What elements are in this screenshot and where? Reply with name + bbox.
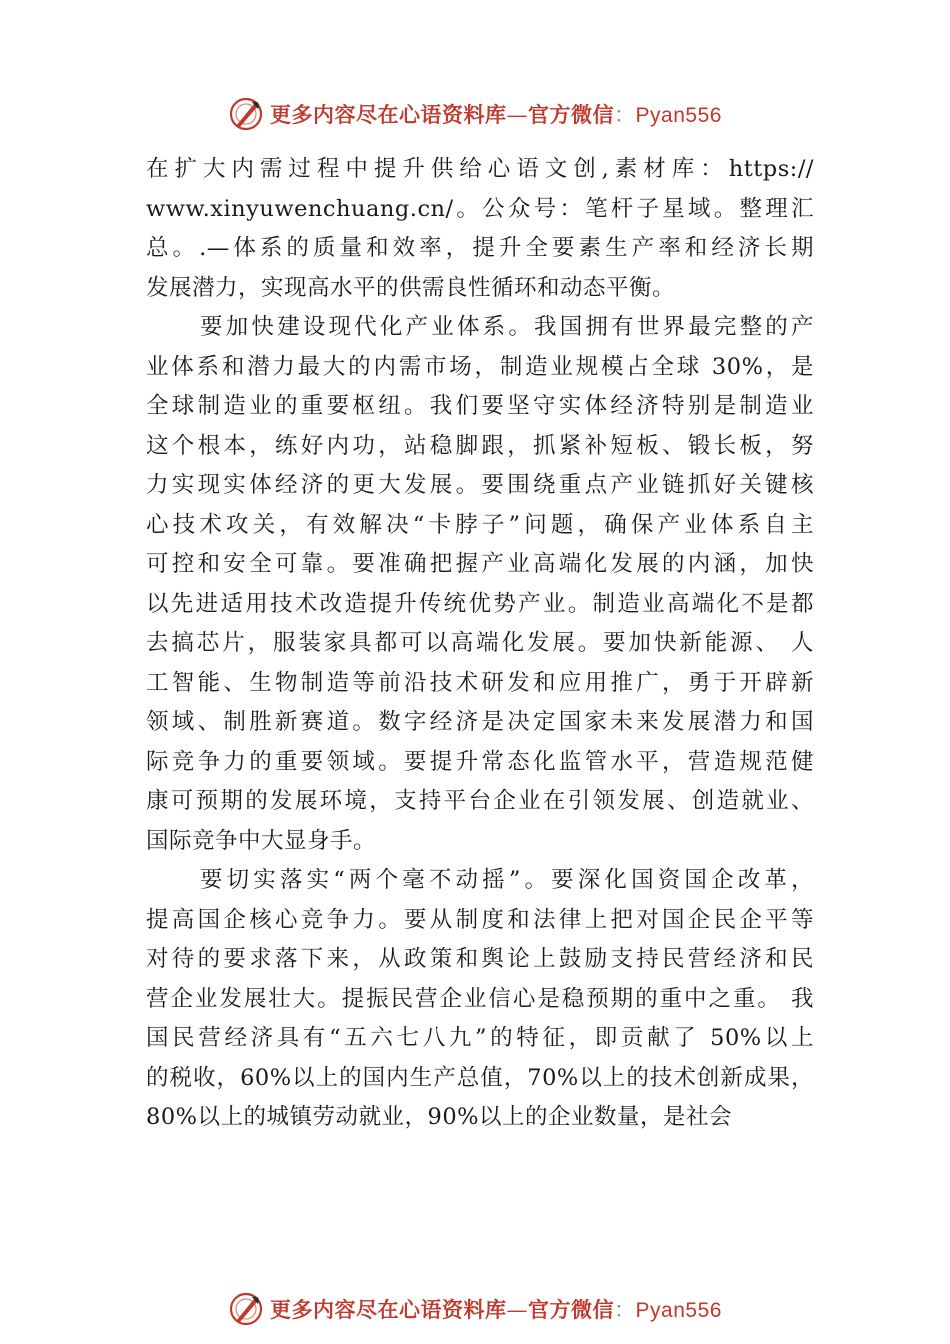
banner-dash: — bbox=[506, 103, 529, 127]
text-line: 际竞争力的重要领域。要提升常态化监管水平，营造规范健 bbox=[146, 748, 814, 775]
text-line: 全球制造业的重要枢纽。我们要坚守实体经济特别是制造业 bbox=[146, 393, 814, 419]
text-line: 可控和安全可靠。要准确把握产业高端化发展的内涵，加快 bbox=[146, 551, 814, 577]
banner-colon: ： bbox=[614, 1298, 636, 1322]
text-line: 的税收，60%以上的国内生产总值，70%以上的技术创新成果， bbox=[146, 1064, 814, 1091]
banner-colon: ： bbox=[614, 103, 636, 127]
text-line: 提高国企核心竞争力。要从制度和法律上把对国企民企平等 bbox=[146, 906, 814, 933]
text-line: 康可预期的发展环境，支持平台企业在引领发展、创造就业、 bbox=[146, 788, 814, 814]
text-line: 国际竞争中大显身手。 bbox=[146, 827, 377, 854]
text-line: 去搞芯片，服装家具都可以高端化发展。要加快新能源、 人 bbox=[146, 630, 814, 656]
text-line: 总。.—体系的质量和效率，提升全要素生产率和经济长期 bbox=[146, 235, 814, 261]
text-line: 对待的要求落下来，从政策和舆论上鼓励支持民营经济和民 bbox=[146, 946, 814, 972]
footer-banner bbox=[0, 1287, 950, 1331]
banner-label: 官方微信 bbox=[528, 102, 615, 127]
banner-dash: — bbox=[506, 1298, 529, 1322]
banner-wechat-id: Pyan556 bbox=[635, 104, 722, 127]
text-line: 心技术攻关，有效解决“卡脖子”问题，确保产业体系自主 bbox=[146, 511, 814, 538]
paragraph-start-line: 要加快建设现代化产业体系。我国拥有世界最完整的产 bbox=[200, 314, 814, 340]
text-line: 在扩大内需过程中提升供给心语文创,素材库：https:// bbox=[146, 156, 814, 182]
text-line: 领域、制胜新赛道。数字经济是决定国家未来发展潜力和国 bbox=[146, 709, 814, 735]
quill-seal-icon bbox=[228, 96, 264, 132]
text-line: 业体系和潜力最大的内需市场，制造业规模占全球 30%，是 bbox=[146, 353, 814, 380]
text-line: 国民营经济具有“五六七八九”的特征，即贡献了 50%以上 bbox=[146, 1025, 814, 1051]
banner-main-text: 更多内容尽在心语资料库 bbox=[270, 102, 507, 127]
text-line: 营企业发展壮大。提振民营企业信心是稳预期的重中之重。 我 bbox=[146, 985, 814, 1012]
banner-main-text: 更多内容尽在心语资料库 bbox=[270, 1297, 507, 1322]
text-line: www.xinyuwenchuang.cn/。公众号：笔杆子星域。整理汇 bbox=[146, 195, 814, 222]
text-line: 这个根本，练好内功，站稳脚跟，抓紧补短板、锻长板，努 bbox=[146, 432, 814, 459]
document-body bbox=[146, 150, 814, 1138]
quill-seal-icon bbox=[228, 1291, 264, 1327]
text-line: 力实现实体经济的更大发展。要围绕重点产业链抓好关键核 bbox=[146, 472, 814, 498]
text-line: 以先进适用技术改造提升传统优势产业。制造业高端化不是都 bbox=[146, 590, 814, 617]
text-line: 工智能、生物制造等前沿技术研发和应用推广，勇于开辟新 bbox=[146, 669, 814, 696]
banner-label: 官方微信 bbox=[528, 1297, 615, 1322]
text-line: 80%以上的城镇劳动就业，90%以上的企业数量，是社会 bbox=[146, 1104, 733, 1130]
header-banner bbox=[0, 92, 950, 136]
paragraph-start-line: 要切实落实“两个毫不动摇”。要深化国资国企改革， bbox=[200, 867, 814, 893]
text-line: 发展潜力，实现高水平的供需良性循环和动态平衡。 bbox=[146, 274, 676, 301]
banner-wechat-id: Pyan556 bbox=[635, 1299, 722, 1322]
